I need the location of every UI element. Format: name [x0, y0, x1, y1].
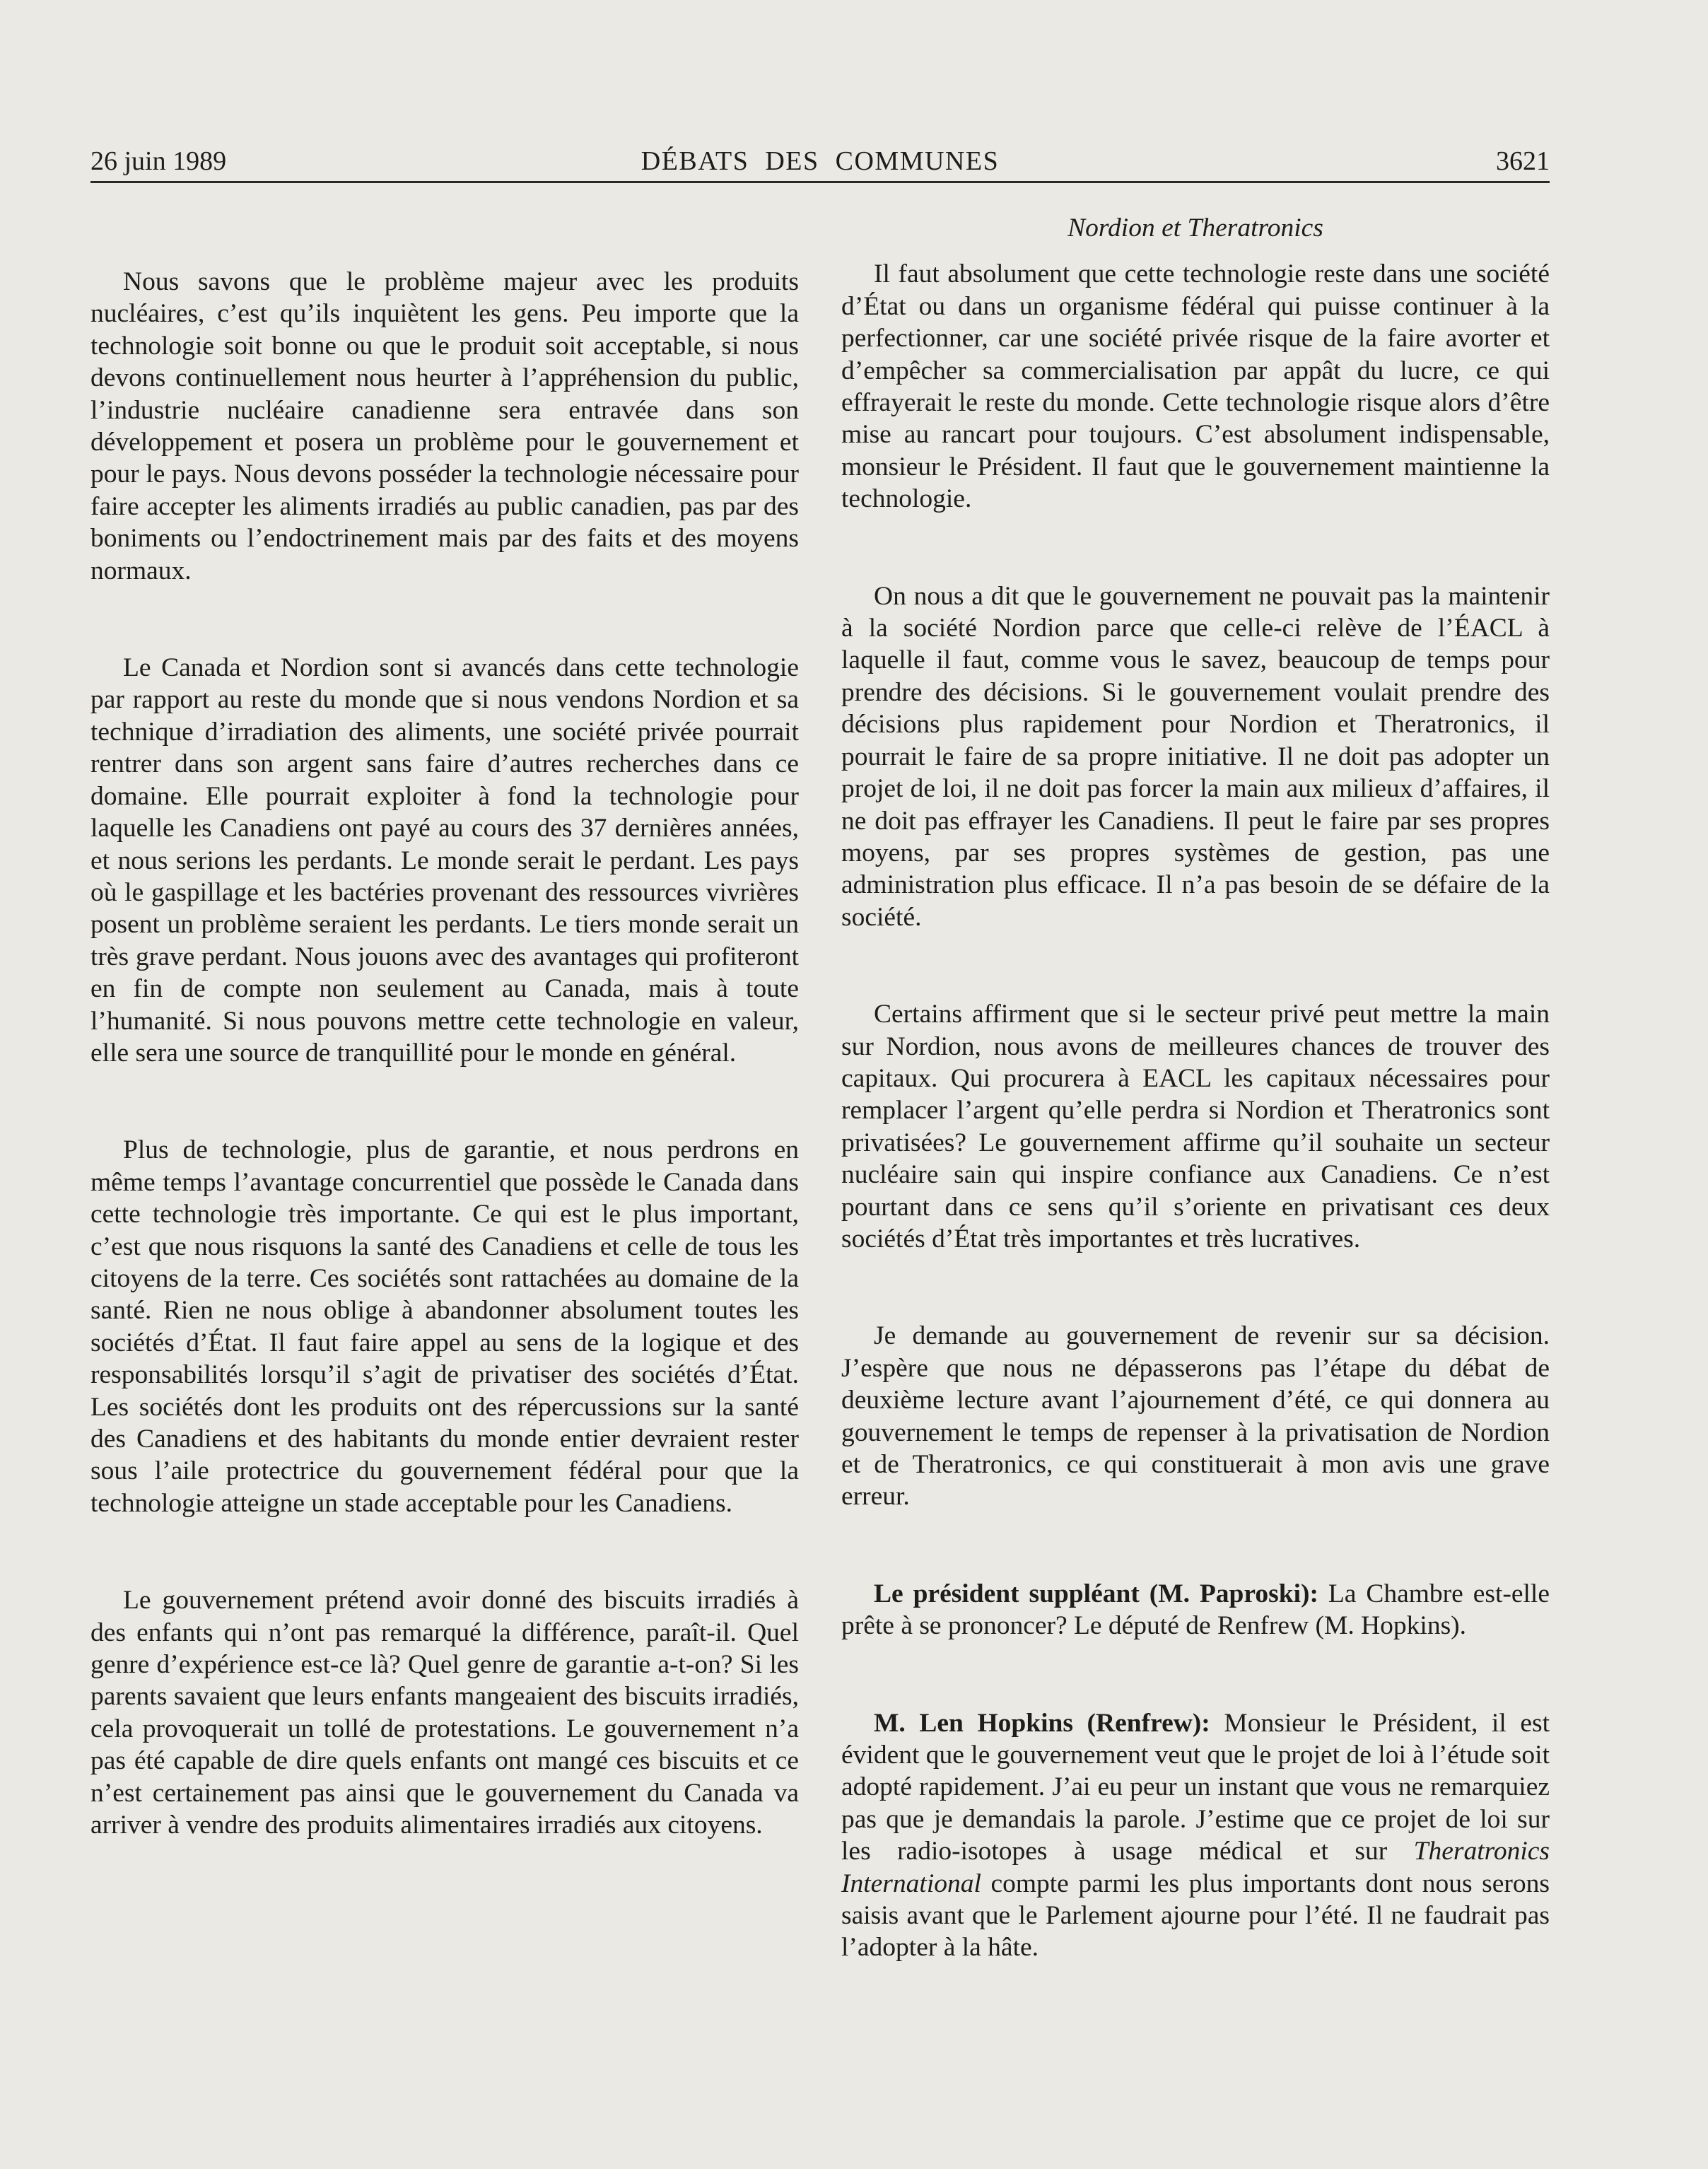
paragraph: Plus de technologie, plus de garantie, et nous perdrons en même temps l’avantage concurrentiel que possède le Canada dans cette technologie très importante. Ce qui est le plus important, c’est que nous risquons la santé des Canadiens et celle de tous les citoyens de la terre. Ces sociétés sont rattachées au domaine de la santé. Rien ne nous oblige à abandonner absolument toutes les sociétés d’État. Il faut faire appel au sens de la logique et des responsabilités lorsqu’il s’agit de privatiser des sociétés d’État. Les sociétés dont les produits ont des répercussions sur la santé des Canadiens et des habitants du monde entier devraient rester sous l’aile protectrice du gouvernement fédéral pour que la technologie atteigne un stade acceptable pour les Canadiens.: [90, 1135, 799, 1518]
left-column: [90, 266, 799, 1906]
header-rule: [90, 181, 1550, 183]
paragraph: Nous savons que le problème majeur avec les produits nucléaires, c’est qu’ils inquiètent les gens. Peu importe que la technologie soit bonne ou que le produit soit acceptable, si nous devons continuellement nous heurter à l’appréhension du public, l’industrie nucléaire canadienne sera entravée dans son développement et posera un problème pour le gouvernement et pour le pays. Nous devons posséder la technologie nécessaire pour faire accepter les aliments irradiés au public canadien, pas par des boniments ou l’endoctrinement mais par des faits et des moyens normaux.: [90, 267, 799, 585]
paragraph: Le Canada et Nordion sont si avancés dans cette technologie par rapport au reste du monde que si nous vendons Nordion et sa technique d’irradiation des aliments, une société privée pourrait rentrer dans son argent sans faire d’autres recherches dans ce domaine. Elle pourrait exploiter à fond la technologie pour laquelle les Canadiens ont payé au cours des 37 dernières années, et nous serions les perdants. Le monde serait le perdant. Les pays où le gaspillage et les bactéries provenant des ressources vivrières posent un problème seraient les perdants. Le tiers monde serait un très grave perdant. Nous jouons avec des avantages qui profiteront en fin de compte non seulement au Canada, mais à toute l’humanité. Si nous pouvons mettre cette technologie en valeur, elle sera une source de tranquillité pour le monde en général.: [90, 653, 799, 1068]
header-date: 26 juin 1989: [90, 146, 227, 176]
speech-text: Monsieur le Président, il est évident que le gouvernement veut que le projet de loi à l’étude soit adopté rapidement. J’ai eu peur un instant que vous ne remarquiez pas que je demandais la parole. J’estime que ce projet de loi sur les radio-isotopes à usage médical et sur: [841, 1708, 1550, 1866]
paragraph: Il faut absolument que cette technologie reste dans une société d’État ou dans un organisme fédéral qui puisse continuer à la perfectionner, car une société privée risque de la faire avorter et d’empêcher sa commercialisation par appât du lucre, ce qui effrayerait le reste du monde. Cette technologie risque alors d’être mise au rancart pour toujours. C’est absolument indispensable, monsieur le Président. Il faut que le gouvernement maintienne la technologie.: [841, 259, 1550, 514]
speech-text: compte parmi les plus importants dont nous serons saisis avant que le Parlement ajourne pour l’été. Il ne faudrait pas l’adopter à la hâte.: [841, 1869, 1550, 1963]
right-column: [841, 212, 1550, 2029]
speech-paragraph: [841, 1578, 1550, 1642]
speech-text: La Chambre est-elle prête à se prononcer? Le député de Renfrew (M. Hopkins).: [841, 1579, 1550, 1641]
paragraph: On nous a dit que le gouvernement ne pouvait pas la maintenir à la société Nordion parce que celle-ci relève de l’ÉACL à laquelle il faut, comme vous le savez, beaucoup de temps pour prendre des décisions. Si le gouvernement voulait prendre des décisions plus rapidement pour Nordion et Theratronics, il pourrait le faire de sa propre initiative. Il ne doit pas adopter un projet de loi, il ne doit pas forcer la main aux milieux d’affaires, il ne doit pas effrayer les Canadiens. Il peut le faire par ses propres moyens, par ses propres systèmes de gestion, pas une administration plus efficace. Il n’a pas besoin de se défaire de la société.: [841, 581, 1550, 932]
header-page-number: 3621: [1496, 146, 1550, 176]
paragraph: Le gouvernement prétend avoir donné des biscuits irradiés à des enfants qui n’ont pas remarqué la différence, paraît-il. Quel genre d’expérience est-ce là? Quel genre de garantie a-t-on? Si les parents savaient que leurs enfants mangeaient des biscuits irradiés, cela provoquerait un tollé de protestations. Le gouvernement n’a pas été capable de dire quels enfants ont mangé ces biscuits et ce n’est certainement pas ainsi que le gouvernement du Canada va arriver à vendre des produits alimentaires irradiés aux citoyens.: [90, 1586, 799, 1840]
header-title: DÉBATS DES COMMUNES: [640, 146, 1000, 176]
paragraph: Certains affirment que si le secteur privé peut mettre la main sur Nordion, nous avons de meilleures chances de trouver des capitaux. Qui procurera à EACL les capitaux nécessaires pour remplacer l’argent qu’elle perdra si Nordion et Theratronics sont privatisées? Le gouvernement affirme qu’il souhaite un secteur nucléaire sain qui inspire confiance aux Canadiens. Ce n’est pourtant dans ce sens qu’il s’oriente en privatisant ces deux sociétés d’État très importantes et très lucratives.: [841, 1000, 1550, 1253]
section-heading: Nordion et Theratronics: [1068, 214, 1323, 242]
paragraph: Je demande au gouvernement de revenir sur sa décision. J’espère que nous ne dépasserons pas l’étape du débat de deuxième lecture avant l’ajournement d’été, ce qui donnera au gouvernement le temps de repenser à la privatisation de Nordion et de Theratronics, ce qui constituerait à mon avis une grave erreur.: [841, 1321, 1550, 1512]
speaker-name: Le président suppléant (M. Paproski):: [874, 1579, 1318, 1608]
bill-title: Theratronics International: [841, 1837, 1550, 1898]
page-header: [90, 140, 1550, 182]
speaker-name: M. Len Hopkins (Renfrew):: [874, 1708, 1210, 1738]
speech-paragraph: [841, 1707, 1550, 1964]
